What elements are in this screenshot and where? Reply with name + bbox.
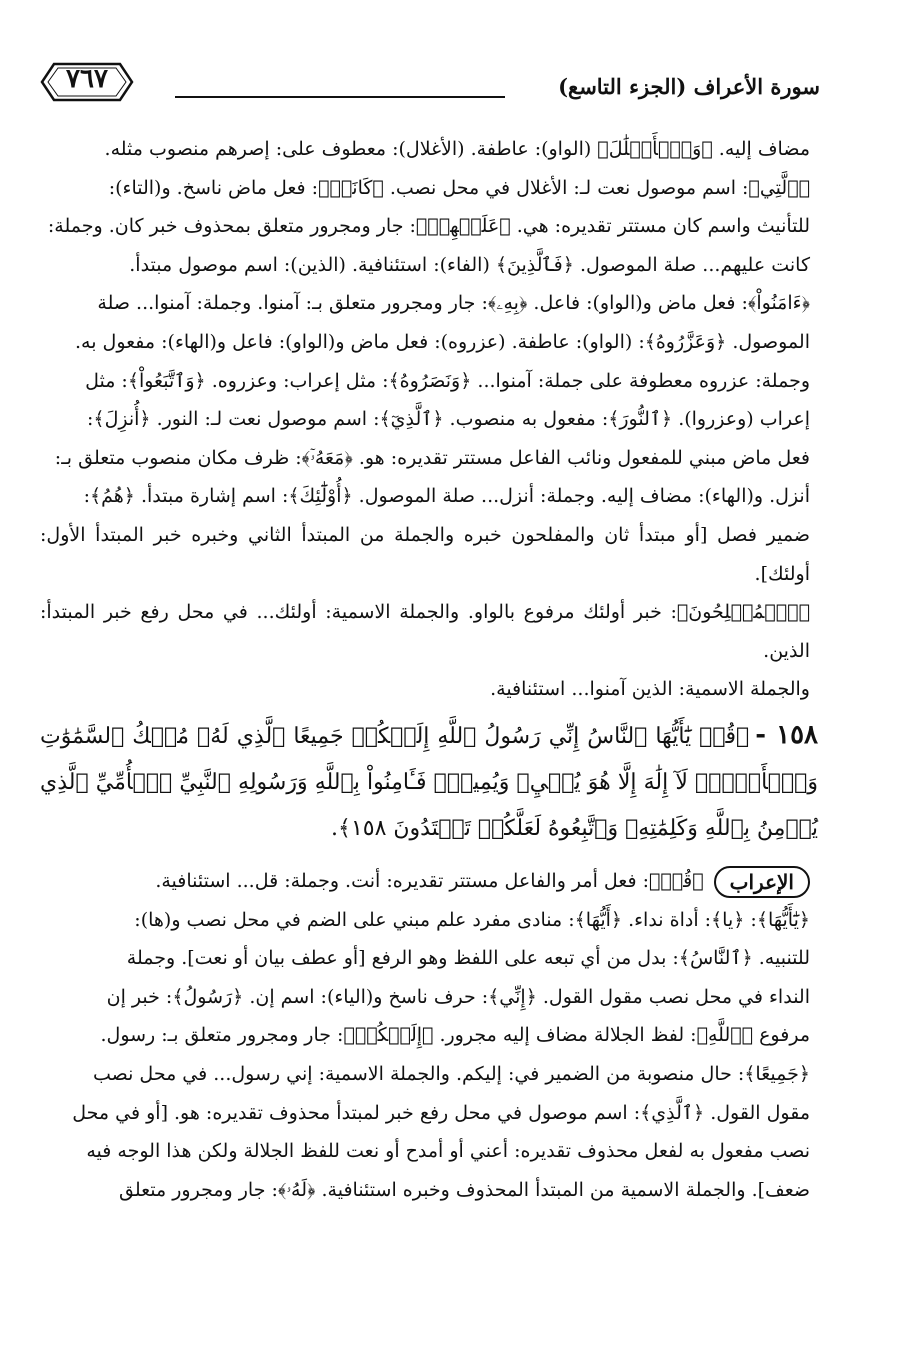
text-line: ضعف]. والجملة الاسمية من المبتدأ المحذوف وخبره استئنافية. ﴿لَهُۥ﴾: جار ومجرور متعلق — [119, 1178, 810, 1201]
irab-block-previous — [40, 130, 810, 709]
text-line: ﴿ٱلَّتِي﴾: اسم موصول نعت لـ: الأغلال في محل نصب. ﴿كَانَتۡ﴾: فعل ماض ناسخ. و(التاء): — [108, 176, 810, 199]
text-line: مقول القول. ﴿ٱلَّذِي﴾: اسم موصول في محل رفع خبر لمبتدأ محذوف تقديره: هو. [أو في محل — [72, 1101, 810, 1124]
text-line: مضاف إليه. ﴿وَٱلۡأَغۡلَٰلَ﴾ (الواو): عاطفة. (الأغلال): معطوف على: إصرهم منصوب مثله. — [104, 138, 810, 160]
text-line: ﴿يَٰٓأَيُّهَا﴾: ﴿يا﴾: أداة نداء. ﴿أَيُّهَا﴾: منادى مفرد علم مبني على الضم في محل نصب و(ها): — [134, 908, 810, 931]
page-number-frame — [40, 60, 134, 104]
text-line: فعل ماض مبني للمفعول ونائب الفاعل مستتر تقديره: هو. ﴿مَعَهُۥٓ﴾: ظرف مكان منصوب متعلق بـ: — [54, 446, 810, 469]
header-rule — [175, 96, 505, 98]
text-line: نصب مفعول به لفعل محذوف تقديره: أعني أو أمدح أو نعت للفظ الجلالة ولكن هذا الوجه فيه — [86, 1140, 810, 1163]
text-line: مرفوع ﴿ٱللَّهِ﴾: لفظ الجلالة مضاف إليه مجرور. ﴿إِلَيۡكُمۡ﴾: جار ومجرور متعلق بـ: رسول. — [100, 1024, 810, 1047]
text-line: كانت عليهم... صلة الموصول. ﴿فَٱلَّذِينَ﴾ (الفاء): استئنافية. (الذين): اسم موصول مبتدأ. — [129, 253, 810, 276]
text-line: النداء في محل نصب مقول القول. ﴿إِنِّي﴾: حرف ناسخ و(الياء): اسم إن. ﴿رَسُولُ﴾: خبر إن — [106, 985, 810, 1008]
text-line: وجملة: عزروه معطوفة على جملة: آمنوا... ﴿وَنَصَرُوهُ﴾: مثل إعراب: وعزروه. ﴿وَٱتَّبَعُواْ﴾: مثل — [85, 369, 810, 392]
text-line: الموصول. ﴿وَعَزَّرُوهُ﴾: (الواو): عاطفة. (عزروه): فعل ماض و(الواو): فاعل و(الهاء): مفعول به. — [74, 330, 810, 353]
page-number: ٧٦٧ — [66, 64, 108, 94]
text-line: أنزل. و(الهاء): مضاف إليه. وجملة: أنزل... صلة الموصول. ﴿أُوْلَٰٓئِكَ﴾: اسم إشارة مبتدأ. ﴿هُمُ﴾: — [83, 485, 810, 508]
text-line: ﴿ٱلۡمُفۡلِحُونَ﴾: خبر أولئك مرفوع بالواو. والجملة الاسمية: أولئك... في محل رفع خبر المبتدأ: الذين. — [40, 601, 810, 662]
text-line: ﴿ءَامَنُواْ﴾: فعل ماض و(الواو): فاعل. ﴿بِهِۦ﴾: جار ومجرور متعلق بـ: آمنوا. وجملة: آمنوا... صلة — [97, 292, 810, 315]
text-line: إعراب (وعزروا). ﴿ٱلنُّورَ﴾: مفعول به منصوب. ﴿ٱلَّذِيٓ﴾: اسم موصول نعت لـ: النور. ﴿أُنزِلَ﴾: — [87, 408, 810, 431]
page-header — [40, 58, 820, 114]
text-line: ﴿قُلۡ﴾: فعل أمر والفاعل مستتر تقديره: أنت. وجملة: قل... استئنافية. — [155, 870, 704, 892]
verse-text: ﴿قُلۡ يَٰٓأَيُّهَا ٱلنَّاسُ إِنِّي رَسُولُ ٱللَّهِ إِلَيۡكُمۡ جَمِيعًا ٱلَّذِي لَهُۥ مُلۡكُ ٱلسَّمَٰوَٰتِ وَٱلۡأَرۡضِۖ لَآ إِلَٰهَ إِلَّا هُوَ يُحۡيِۦ وَيُمِيتُۖ فَـَٔامِنُواْ بِٱللَّهِ وَرَسُولِهِ ٱلنَّبِيِّ ٱلۡأُمِّيِّ ٱلَّذِي يُؤۡمِنُ بِٱللَّهِ وَكَلِمَٰتِهِۦ وَٱتَّبِعُوهُ لَعَلَّكُمۡ تَهۡتَدُونَ ١٥٨﴾. — [40, 724, 818, 841]
text-line: للتنبيه. ﴿ٱلنَّاسُ﴾: بدل من أي تبعه على اللفظ وهو الرفع [أو عطف بيان أو نعت]. وجملة — [126, 947, 810, 970]
text-line: والجملة الاسمية: الذين آمنوا... استئنافية. — [490, 678, 810, 701]
irab-block-current — [40, 862, 810, 1209]
text-line: للتأنيث واسم كان مستتر تقديره: هي. ﴿عَلَيۡهِمۡ﴾: جار ومجرور متعلق بمحذوف خبر كان. وجملة: — [47, 215, 810, 238]
text-line: ﴿جَمِيعًا﴾: حال منصوبة من الضمير في: إليكم. والجملة الاسمية: إني رسول... في محل نصب — [92, 1062, 810, 1085]
irab-label-badge: الإعراب — [714, 866, 810, 898]
verse-number: ١٥٨ - — [755, 720, 819, 750]
surah-title: سورة الأعراف (الجزء التاسع) — [558, 74, 820, 99]
verse-block — [40, 712, 818, 852]
text-line: ضمير فصل [أو مبتدأ ثان والمفلحون خبره والجملة من المبتدأ الثاني وخبره خبر المبتدأ الأول: أولئك]. — [40, 523, 810, 585]
